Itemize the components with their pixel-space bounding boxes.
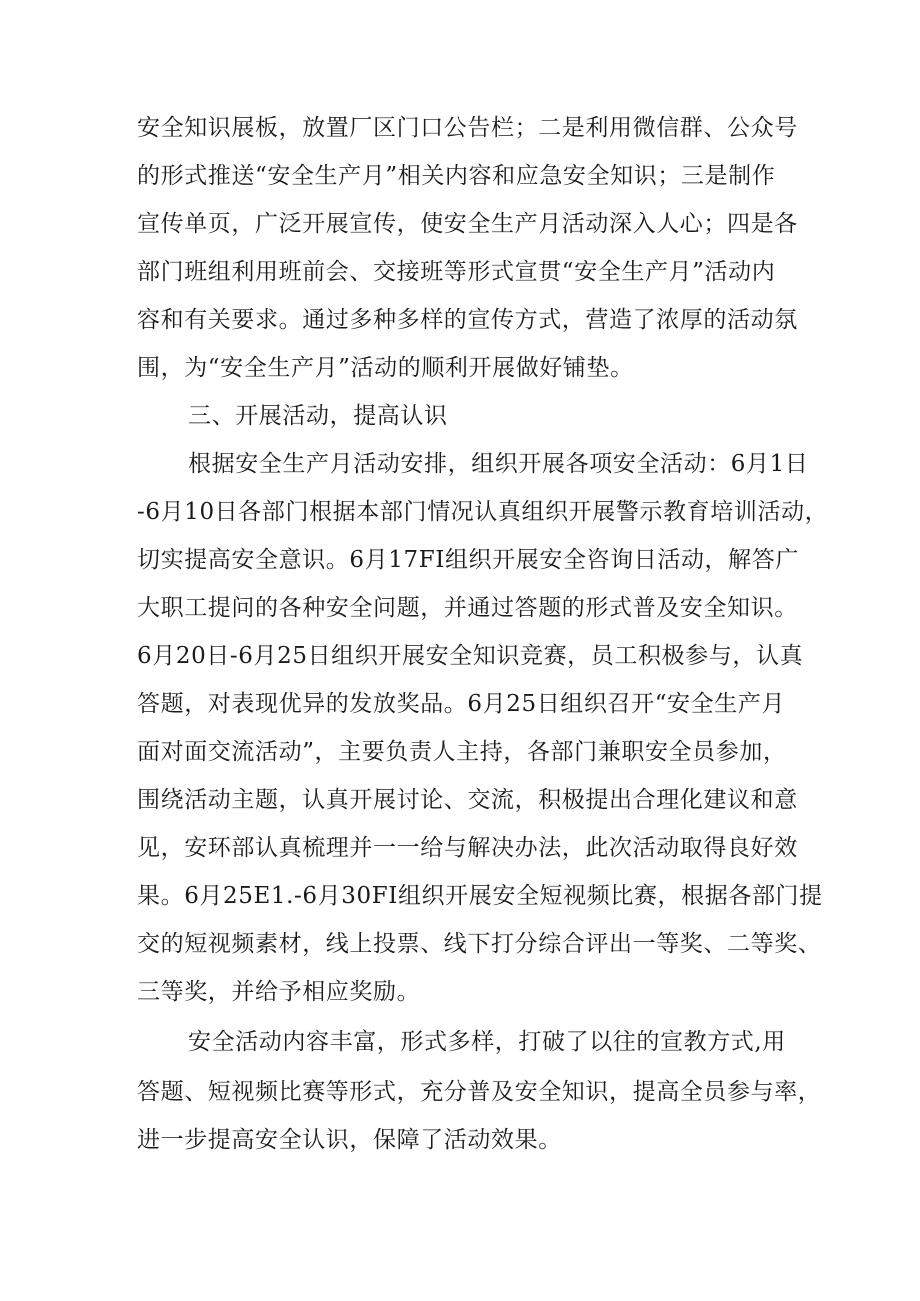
paragraph-2-line-2: -6月10日各部门根据本部门情况认真组织开展警示教育培训活动， bbox=[137, 499, 829, 525]
paragraph-2-line-10: 果。6月25E1.-6月30FI组织开展安全短视频比赛，根据各部门提 bbox=[137, 883, 823, 909]
section-heading: 三、开展活动，提高认识 bbox=[188, 403, 448, 429]
paragraph-1-line-4: 部门班组利用班前会、交接班等形式宣贯“安全生产月”活动内 bbox=[137, 259, 776, 285]
paragraph-1-line-6: 围，为“安全生产月”活动的顺利开展做好铺垫。 bbox=[137, 355, 634, 381]
paragraph-2-line-12: 三等奖，并给予相应奖励。 bbox=[137, 979, 421, 1005]
paragraph-2-line-4: 大职工提问的各种安全问题，并通过答题的形式普及安全知识。 bbox=[137, 595, 798, 621]
paragraph-3-line-3: 进一步提高安全认识，保障了活动效果。 bbox=[137, 1127, 562, 1153]
paragraph-1-line-1: 安全知识展板，放置厂区门口公告栏；二是利用微信群、公众号 bbox=[137, 115, 798, 141]
paragraph-2-line-6: 答题，对表现优异的发放奖品。6月25日组织召开“安全生产月 bbox=[137, 691, 786, 717]
paragraph-3-line-2: 答题、短视频比赛等形式，充分普及安全知识，提高全员参与率， bbox=[137, 1079, 822, 1105]
paragraph-2-line-1: 根据安全生产月活动安排，组织开展各项安全活动：6月1日 bbox=[188, 451, 809, 477]
paragraph-2-line-5: 6月20日-6月25日组织开展安全知识竞赛，员工积极参与，认真 bbox=[137, 643, 804, 669]
paragraph-2-line-3: 切实提高安全意识。6月17FI组织开展安全咨询日活动，解答广 bbox=[137, 547, 799, 573]
paragraph-1-line-3: 宣传单页，广泛开展宣传，使安全生产月活动深入人心；四是各 bbox=[137, 211, 798, 237]
paragraph-3-line-1: 安全活动内容丰富，形式多样，打破了以往的宣教方式,用 bbox=[188, 1029, 786, 1055]
paragraph-2-line-9: 见，安环部认真梳理并一一给与解决办法，此次活动取得良好效 bbox=[137, 835, 798, 861]
paragraph-2-line-8: 围绕活动主题，认真开展讨论、交流，积极提出合理化建议和意 bbox=[137, 787, 798, 813]
paragraph-1-line-5: 容和有关要求。通过多种多样的宣传方式，营造了浓厚的活动氛 bbox=[137, 307, 798, 333]
paragraph-2-line-11: 交的短视频素材，线上投票、线下打分综合评出一等奖、二等奖、 bbox=[137, 931, 822, 957]
paragraph-2-line-7: 面对面交流活动”，主要负责人主持，各部门兼职安全员参加， bbox=[137, 739, 787, 765]
paragraph-1-line-2: 的形式推送“安全生产月”相关内容和应急安全知识；三是制作 bbox=[137, 163, 776, 189]
